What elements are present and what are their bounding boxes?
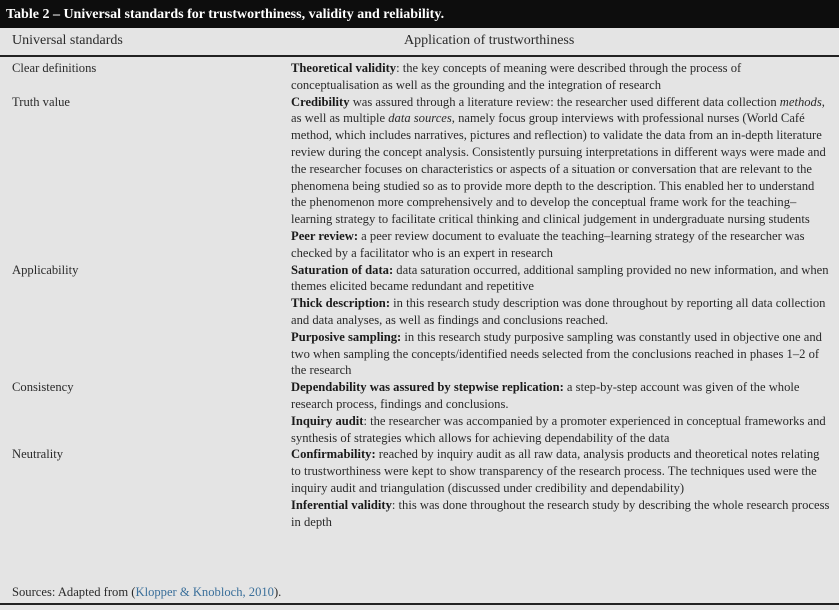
table-bottom-rule (0, 603, 839, 605)
item-lead: Inquiry audit (291, 413, 364, 428)
item-text: was assured through a literature review: the researcher used different data collection (349, 94, 780, 109)
item-text: : this was done throughout the research study by describing the whole research process in depth (291, 497, 830, 529)
header-divider (0, 55, 839, 57)
item-lead: Purposive sampling: (291, 329, 402, 344)
table-row (0, 379, 839, 446)
item-text: , namely focus group interviews with professional nurses (World Café method, which includes narratives, pictures and reflection) to validate the data from an in-depth literature review during the concept analysis. Consistently pursuing interpretations in different ways were made and the researcher focuses on characteristics or aspects of a situation or conversation that are relevant to the phenomena being studied so as to provide more depth to the description. This enabled her to understand the phenomenon more comprehensively and to develop the conceptual frame work for the teaching–learning strategy to facilitate critical thinking and clinical judgement in undergraduate nursing students (291, 111, 826, 227)
item-text: in this research study description was done throughout by reporting all data collection and data analyses, as well as findings and conclusions reached. (291, 296, 826, 327)
item-lead: Theoretical validity (291, 61, 397, 75)
application-item (291, 379, 831, 413)
application-item (291, 94, 831, 228)
item-text: , as well as multiple (291, 94, 825, 126)
item-emphasis: methods (779, 94, 822, 109)
application-cell (291, 379, 831, 446)
application-item (291, 262, 831, 296)
item-text: in this research study purposive sampling was constantly used in objective one and two when sampling the concepts/identified needs selected from the conclusions reached in phases 1–2 of the research (291, 329, 822, 378)
item-lead: Thick description: (291, 296, 391, 311)
table-row (0, 262, 839, 380)
application-item (291, 413, 831, 447)
table-sources (12, 585, 281, 600)
item-text: data saturation occurred, additional sampling provided no new information, and when themes elicited became redundant and repetitive (291, 262, 829, 294)
sources-prefix: Sources: Adapted from ( (12, 585, 136, 599)
item-lead: Confirmability: (291, 447, 376, 462)
table-title: Table 2 – Universal standards for trustworthiness, validity and reliability. (0, 0, 839, 28)
item-lead: Credibility (291, 94, 350, 109)
item-lead: Peer review: (291, 228, 359, 243)
item-emphasis: data sources (388, 111, 452, 126)
item-text: a peer review document to evaluate the teaching–learning strategy of the researcher was checked by a facilitator who is an expert in research (291, 228, 805, 260)
standard-label: Neutrality (12, 447, 64, 462)
application-item (291, 60, 831, 94)
standard-label: Truth value (12, 94, 70, 109)
application-cell (291, 60, 831, 94)
application-item (291, 295, 831, 329)
table-row (0, 446, 839, 530)
item-lead: Dependability was assured by stepwise replication: (291, 380, 564, 395)
table-row (0, 60, 839, 94)
application-cell (291, 446, 831, 530)
application-item (291, 329, 831, 379)
column-header-standards: Universal standards (12, 33, 123, 48)
standard-label: Clear definitions (12, 61, 97, 75)
item-text: : the researcher was accompanied by a promoter experienced in conceptual frameworks and synthesis of strategies which allows for achieving dependability of the data (291, 413, 826, 445)
item-text: : the key concepts of meaning were described through the process of conceptualisation as well as the grounding and the integration of research (291, 61, 742, 92)
standard-label: Applicability (12, 262, 79, 277)
citation-link[interactable]: Klopper & Knobloch, 2010 (135, 585, 274, 599)
table-body (0, 60, 839, 530)
application-item (291, 228, 831, 262)
standard-label: Consistency (12, 380, 74, 395)
item-text: reached by inquiry audit as all raw data, analysis products and theoretical notes relating to trustworthiness were kept to show transparency of the research process. The techniques used were the inquiry audit and triangulation (discussed under credibility and dependability) (291, 447, 820, 495)
column-header-application: Application of trustworthiness (404, 33, 575, 48)
application-item (291, 446, 831, 496)
sources-suffix: ). (273, 585, 282, 599)
application-cell (291, 262, 831, 380)
item-text: a step-by-step account was given of the whole research process, findings and conclusions. (291, 380, 800, 411)
item-lead: Saturation of data: (291, 262, 394, 277)
application-item (291, 497, 831, 531)
item-lead: Inferential validity (291, 497, 392, 512)
application-cell (291, 94, 831, 262)
table-row (0, 94, 839, 262)
